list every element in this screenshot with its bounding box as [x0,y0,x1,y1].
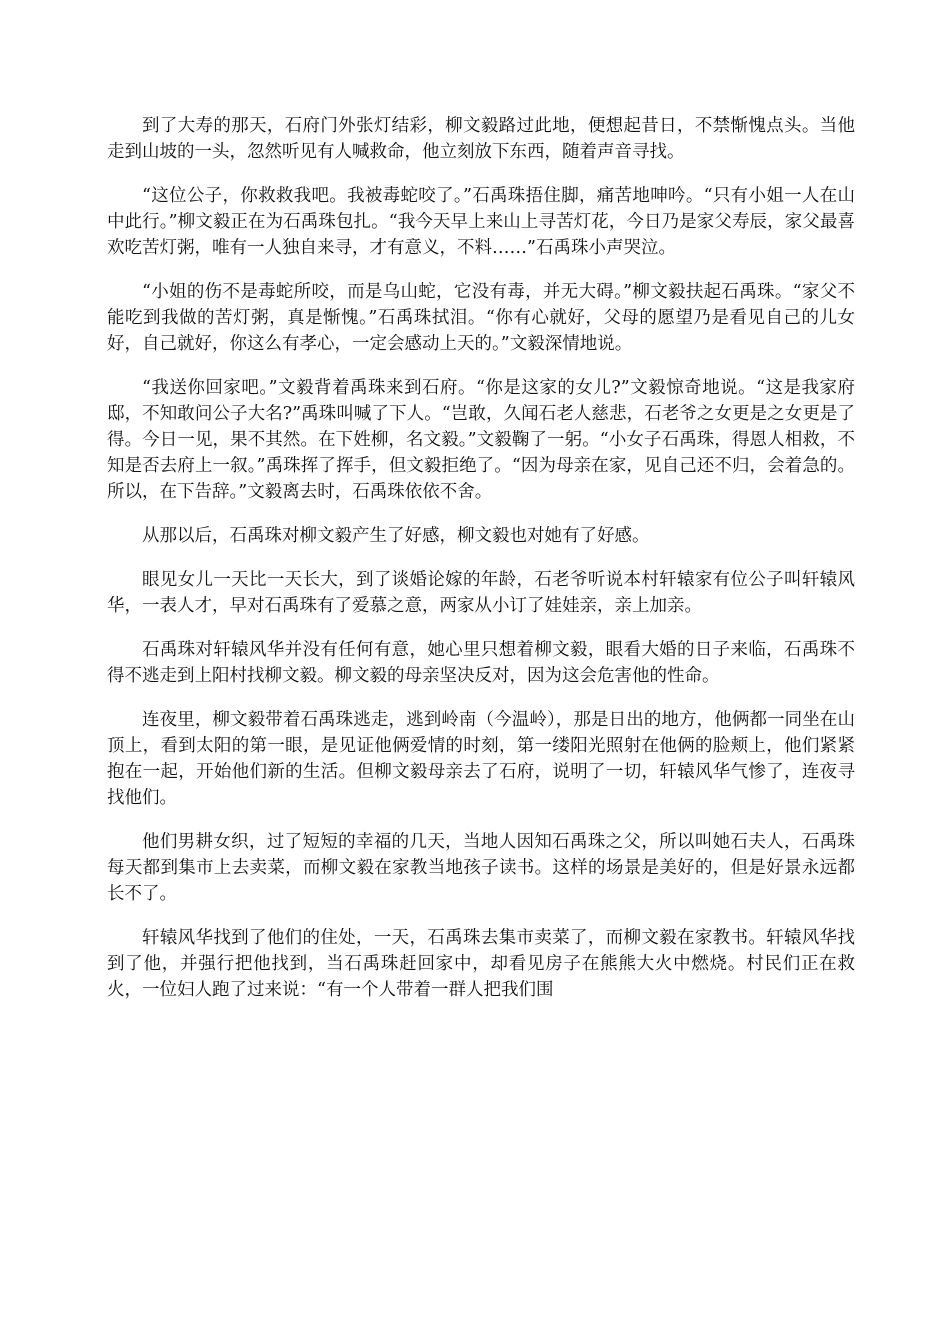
paragraph-1: 到了大寿的那天，石府门外张灯结彩，柳文毅路过此地，便想起昔日，不禁惭愧点头。当他走到山坡的一头，忽然听见有人喊救命，他立刻放下东西，随着声音寻找。 [107,116,855,162]
paragraph-9: 他们男耕女织，过了短短的幸福的几天，当地人因知石禹珠之父，所以叫她石夫人，石禹珠每天都到集市上去卖菜，而柳文毅在家教当地孩子读书。这样的场景是美好的，但是好景永远都长不了。 [107,832,855,904]
document-body [107,113,855,1003]
paragraph-3: “小姐的伤不是毒蛇所咬，而是乌山蛇，它没有毒，并无大碍。”柳文毅扶起石禹珠。“家父不能吃到我做的苦灯粥，真是惭愧。”石禹珠拭泪。“你有心就好，父母的愿望乃是看见自己的儿女好，自己就好，你这么有孝心，一定会感动上天的。”文毅深情地说。 [107,282,855,354]
paragraph-8: 连夜里，柳文毅带着石禹珠逃走，逃到岭南（今温岭），那是日出的地方，他俩都一同坐在山顶上，看到太阳的第一眼，是见证他俩爱情的时刻，第一缕阳光照射在他俩的脸颊上，他们紧紧抱在一起，开始他们新的生活。但柳文毅母亲去了石府，说明了一切，轩辕风华气惨了，连夜寻找他们。 [107,710,855,808]
paragraph-4: “我送你回家吧。”文毅背着禹珠来到石府。“你是这家的女儿?”文毅惊奇地说。“这是我家府邸，不知敢问公子大名?”禹珠叫喊了下人。“岂敢，久闻石老人慈悲，石老爷之女更是之女更是了得。今日一见，果不其然。在下姓柳，名文毅。”文毅鞠了一躬。“小女子石禹珠，得恩人相救，不知是否去府上一叙。”禹珠挥了挥手，但文毅拒绝了。“因为母亲在家，见自己还不归，会着急的。所以，在下告辞。”文毅离去时，石禹珠依依不舍。 [107,378,855,502]
paragraph-5: 从那以后，石禹珠对柳文毅产生了好感，柳文毅也对她有了好感。 [142,526,650,546]
paragraph-7: 石禹珠对轩辕风华并没有任何有意，她心里只想着柳文毅，眼看大婚的日子来临，石禹珠不得不逃走到上阳村找柳文毅。柳文毅的母亲坚决反对，因为这会危害他的性命。 [107,640,855,686]
paragraph-6: 眼见女儿一天比一天长大，到了谈婚论嫁的年龄，石老爷听说本村轩辕家有位公子叫轩辕风华，一表人才，早对石禹珠有了爱慕之意，两家从小订了娃娃亲，亲上加亲。 [107,570,855,616]
paragraph-2: “这位公子，你救救我吧。我被毒蛇咬了。”石禹珠捂住脚，痛苦地呻吟。“只有小姐一人在山中此行。”柳文毅正在为石禹珠包扎。“我今天早上来山上寻苦灯花，今日乃是家父寿辰，家父最喜欢吃苦灯粥，唯有一人独自来寻，才有意义，不料……”石禹珠小声哭泣。 [107,186,855,258]
paragraph-10: 轩辕风华找到了他们的住处，一天，石禹珠去集市卖菜了，而柳文毅在家教书。轩辕风华找到了他，并强行把他找到，当石禹珠赶回家中，却看见房子在熊熊大火中燃烧。村民们正在救火，一位妇人跑了过来说：“有一个人带着一群人把我们围 [107,928,855,1000]
